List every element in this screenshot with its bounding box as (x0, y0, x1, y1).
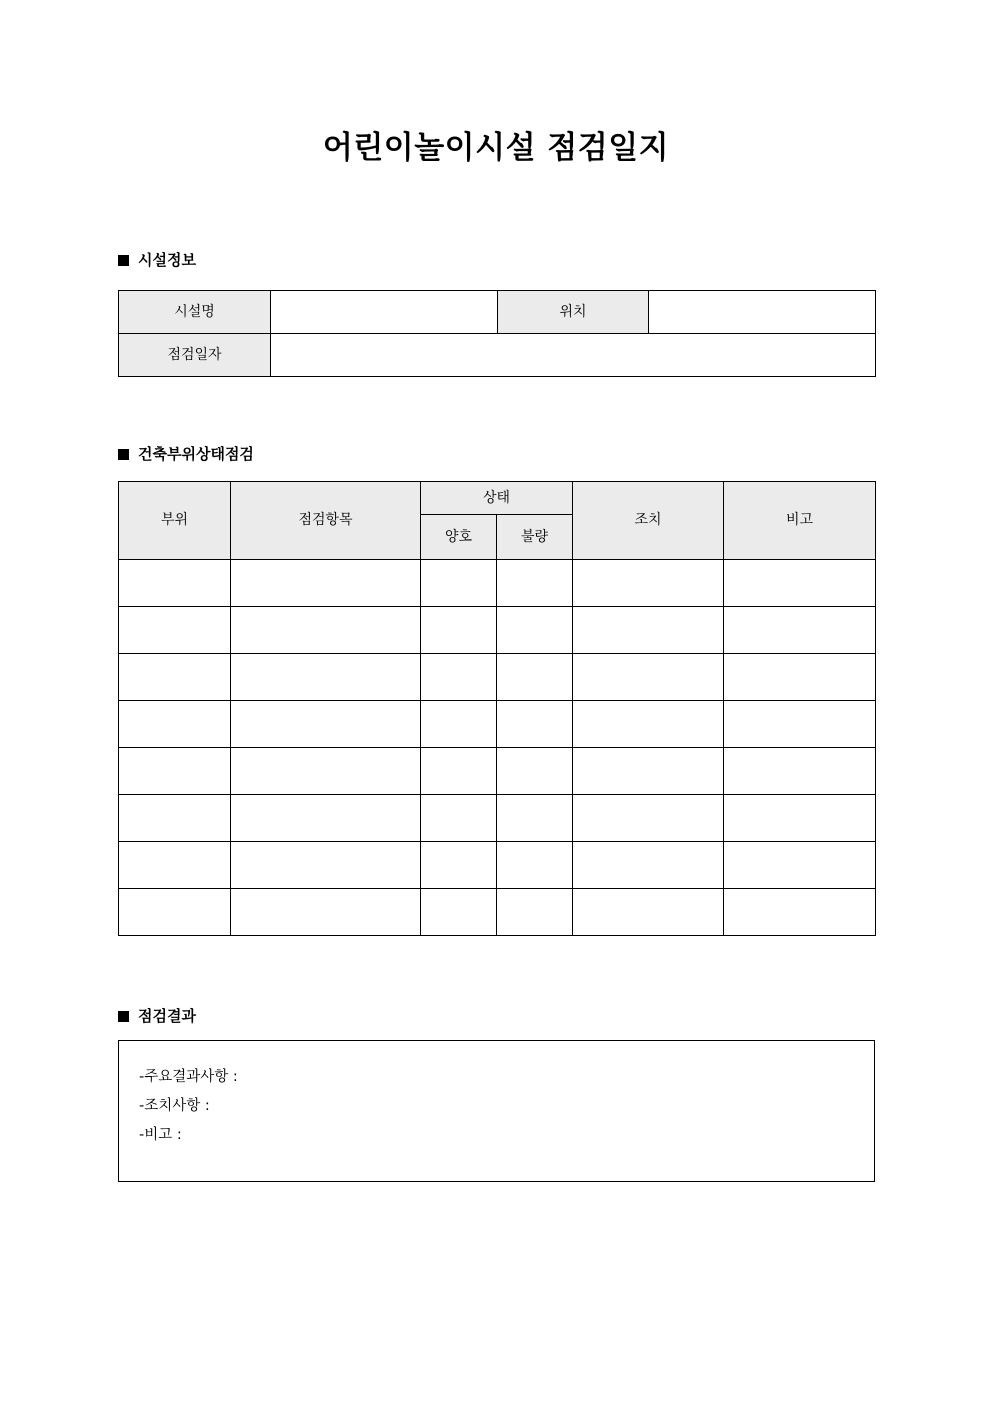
table-row (119, 889, 876, 936)
cell-remarks[interactable] (724, 607, 876, 654)
cell-action[interactable] (573, 889, 724, 936)
facility-name-input[interactable] (271, 291, 498, 334)
section-heading-building-inspection (118, 445, 254, 463)
cell-inspection-item[interactable] (231, 889, 421, 936)
cell-part[interactable] (119, 795, 231, 842)
column-header-remarks: 비고 (724, 482, 876, 560)
cell-remarks[interactable] (724, 795, 876, 842)
cell-inspection-item[interactable] (231, 607, 421, 654)
cell-action[interactable] (573, 560, 724, 607)
cell-condition-good[interactable] (421, 842, 497, 889)
cell-action[interactable] (573, 795, 724, 842)
table-header-row (119, 482, 876, 515)
cell-condition-poor[interactable] (497, 889, 573, 936)
result-line: -조치사항 : (139, 1098, 210, 1114)
cell-condition-good[interactable] (421, 795, 497, 842)
cell-action[interactable] (573, 701, 724, 748)
cell-action[interactable] (573, 607, 724, 654)
bullet-square-icon (118, 255, 129, 266)
cell-condition-poor[interactable] (497, 795, 573, 842)
cell-action[interactable] (573, 654, 724, 701)
cell-remarks[interactable] (724, 560, 876, 607)
cell-part[interactable] (119, 889, 231, 936)
column-header-part: 부위 (119, 482, 231, 560)
table-row (119, 842, 876, 889)
cell-part[interactable] (119, 654, 231, 701)
building-inspection-table (118, 481, 876, 936)
facility-info-table (118, 290, 876, 377)
column-header-condition-good: 양호 (421, 515, 497, 560)
cell-condition-good[interactable] (421, 701, 497, 748)
column-header-inspection-item: 점검항목 (231, 482, 421, 560)
table-row (119, 701, 876, 748)
table-row (119, 560, 876, 607)
result-line: -비고 : (139, 1127, 182, 1143)
cell-condition-poor[interactable] (497, 654, 573, 701)
facility-name-label: 시설명 (119, 291, 271, 334)
cell-action[interactable] (573, 842, 724, 889)
table-row (119, 654, 876, 701)
cell-part[interactable] (119, 748, 231, 795)
cell-inspection-item[interactable] (231, 701, 421, 748)
cell-part[interactable] (119, 560, 231, 607)
cell-inspection-item[interactable] (231, 560, 421, 607)
cell-inspection-item[interactable] (231, 842, 421, 889)
cell-inspection-item[interactable] (231, 654, 421, 701)
page-title: 어린이놀이시설 점검일지 (322, 130, 670, 166)
inspection-result-box[interactable] (118, 1040, 875, 1182)
cell-part[interactable] (119, 607, 231, 654)
cell-inspection-item[interactable] (231, 748, 421, 795)
cell-inspection-item[interactable] (231, 795, 421, 842)
cell-remarks[interactable] (724, 748, 876, 795)
cell-part[interactable] (119, 701, 231, 748)
inspection-date-input[interactable] (271, 334, 876, 377)
section-heading-label: 건축부위상태점검 (138, 445, 254, 463)
column-header-action: 조치 (573, 482, 724, 560)
cell-condition-poor[interactable] (497, 607, 573, 654)
section-heading-label: 점검결과 (138, 1007, 196, 1025)
table-row (119, 607, 876, 654)
cell-remarks[interactable] (724, 654, 876, 701)
section-heading-inspection-result (118, 1007, 196, 1025)
location-input[interactable] (649, 291, 876, 334)
cell-remarks[interactable] (724, 701, 876, 748)
inspection-date-label: 점검일자 (119, 334, 271, 377)
cell-action[interactable] (573, 748, 724, 795)
cell-condition-poor[interactable] (497, 748, 573, 795)
cell-condition-poor[interactable] (497, 560, 573, 607)
cell-condition-poor[interactable] (497, 842, 573, 889)
cell-condition-good[interactable] (421, 889, 497, 936)
cell-condition-good[interactable] (421, 748, 497, 795)
table-row (119, 748, 876, 795)
bullet-square-icon (118, 449, 129, 460)
table-row (119, 334, 876, 377)
table-row (119, 291, 876, 334)
cell-condition-poor[interactable] (497, 701, 573, 748)
cell-remarks[interactable] (724, 889, 876, 936)
bullet-square-icon (118, 1011, 129, 1022)
column-header-condition-poor: 불량 (497, 515, 573, 560)
location-label: 위치 (498, 291, 649, 334)
cell-part[interactable] (119, 842, 231, 889)
section-heading-facility-info (118, 251, 196, 269)
cell-condition-good[interactable] (421, 654, 497, 701)
cell-condition-good[interactable] (421, 560, 497, 607)
cell-remarks[interactable] (724, 842, 876, 889)
result-line: -주요결과사항 : (139, 1069, 238, 1085)
column-header-condition: 상태 (421, 482, 573, 515)
table-row (119, 795, 876, 842)
section-heading-label: 시설정보 (138, 251, 196, 269)
cell-condition-good[interactable] (421, 607, 497, 654)
